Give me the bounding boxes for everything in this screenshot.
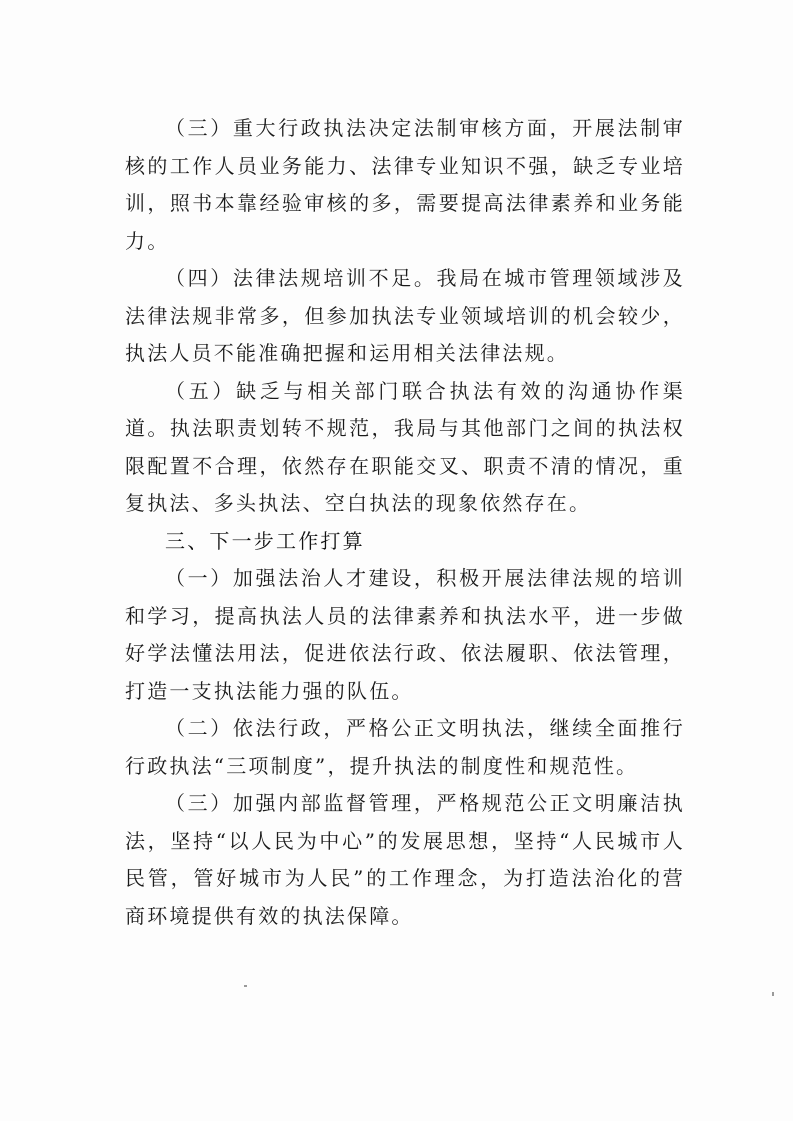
plan-paragraph-supervision: （三）加强内部监督管理，严格规范公正文明廉洁执法，坚持“以人民为中心”的发展思想，坚持“人民城市人民管，管好城市为人民”的工作理念，为打造法治化的营商环境提供有效的执法保障。 <box>125 791 685 928</box>
section-heading: 三、下一步工作打算 <box>165 528 365 553</box>
document-body <box>125 110 685 935</box>
paragraph-review: （三）重大行政执法决定法制审核方面，开展法制审核的工作人员业务能力、法律专业知识不强，缺乏专业培训，照书本靠经验审核的多，需要提高法律素养和业务能力。 <box>125 116 685 253</box>
scan-speck <box>244 985 247 987</box>
scan-speck <box>772 992 774 996</box>
plan-paragraph-administration: （二）依法行政，严格公正文明执法，继续全面推行行政执法“三项制度”，提升执法的制度性和规范性。 <box>125 716 685 778</box>
paragraph-training: （四）法律法规培训不足。我局在城市管理领域涉及法律法规非常多，但参加执法专业领域培训的机会较少，执法人员不能准确把握和运用相关法律法规。 <box>125 266 685 365</box>
plan-paragraph-talent: （一）加强法治人才建设，积极开展法律法规的培训和学习，提高执法人员的法律素养和执法水平，进一步做好学法懂法用法，促进依法行政、依法履职、依法管理，打造一支执法能力强的队伍。 <box>125 566 685 703</box>
paragraph-coordination: （五）缺乏与相关部门联合执法有效的沟通协作渠道。执法职责划转不规范，我局与其他部门之间的执法权限配置不合理，依然存在职能交叉、职责不清的情况，重复执法、多头执法、空白执法的现象依然存在。 <box>125 378 685 515</box>
